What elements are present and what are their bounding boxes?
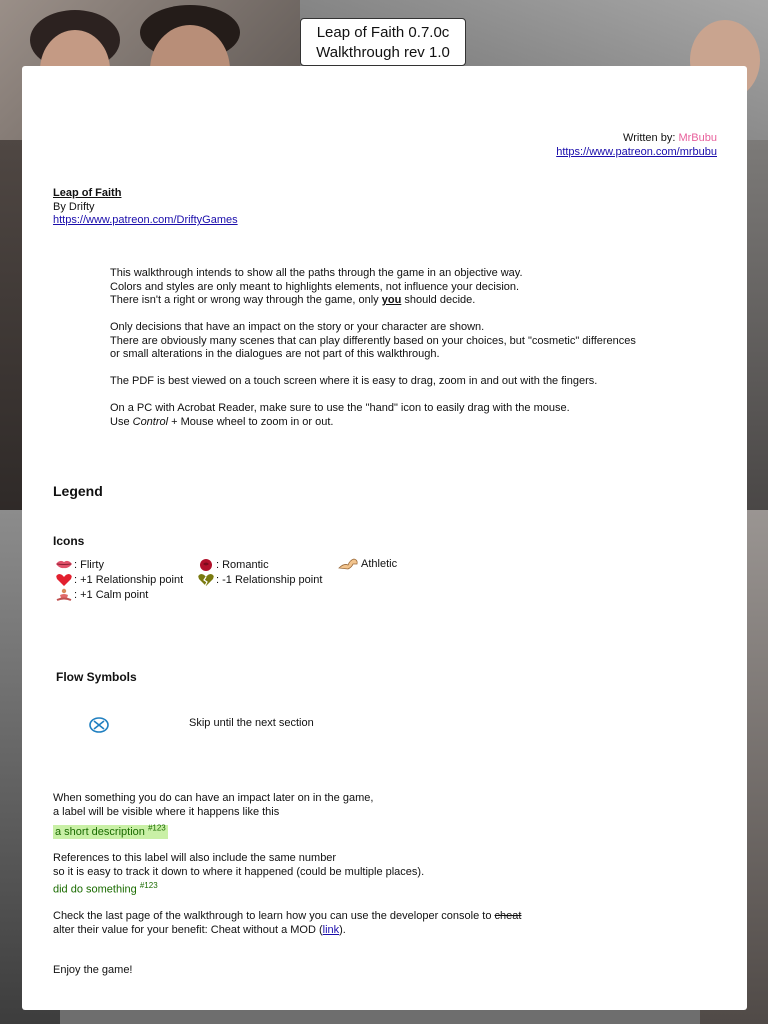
written-by-label: Written by: [623,132,679,144]
label-text: Check the last page of the walkthrough to learn how you can use the developer console to [53,910,495,923]
label-text: References to this label will also include the same number [53,852,337,865]
intro-line: Only decisions that have an impact on the story or your character are shown. [110,321,485,333]
reference-label: did do something $^{\#123}$ [53,881,158,896]
title-line-2: Walkthrough rev 1.0 [316,44,450,61]
document-page [22,66,747,1010]
closing-text: Enjoy the game! [53,964,133,977]
label-text: alter their value for your benefit: Cheat without a MOD ( [53,923,323,936]
flow-symbols-heading: Flow Symbols [56,670,137,684]
intro-line: There isn't a right or wrong way through the game, only [110,294,382,306]
label-text: so it is easy to track it down to where it happened (could be multiple places). [53,865,425,878]
game-title: Leap of Faith [53,187,122,199]
intro-line: This walkthrough intends to show all the paths through the game in an objective way. [110,267,523,279]
author-name: MrBubu [678,132,717,144]
intro-line: Colors and styles are only meant to highlights elements, not influence your decision. [110,280,520,293]
credits [556,132,717,159]
legend-item-rel-minus: : -1 Relationship point [197,573,322,587]
label-text: a label will be visible where it happens like this [53,805,280,818]
intro-line: On a PC with Acrobat Reader, make sure to use the "hand" icon to easily drag with the mouse. [110,402,570,414]
game-author: By Drifty [53,200,95,213]
skip-icon [89,717,109,738]
intro-control-key: Control [132,415,169,428]
lips-icon [55,558,73,572]
intro-line: or small alterations in the dialogues are not part of this walkthrough. [110,348,440,360]
intro-line: There are obviously many scenes that can play differently based on your choices, but "cosmetic" differences [110,334,636,347]
example-label: a short description $^{\#123}$ [55,823,166,838]
intro-text [110,267,710,443]
title-line-1: Leap of Faith 0.7.0c [316,24,450,41]
example-label-number: #123 [147,823,166,832]
label-text: When something you do can have an impact later on in the game, [53,792,374,804]
legend-item-athletic: Athletic [338,557,397,571]
game-link[interactable]: https://www.patreon.com/DriftyGames [53,214,238,226]
document-title [300,18,466,66]
rose-icon [197,558,215,572]
legend-item-flirty: : Flirty [55,558,104,572]
legend-item-romantic: : Romantic [197,558,269,572]
heart-icon [55,573,73,587]
label-explanation: When something you do can have an impact later on in the game, a label will be visible where it happens like this a short description $^{\#123}$ References to this label will also include the same number so it is easy to track it down to where it happened (could be multiple places). did do something $^{\#123}$ Check the last page of the walkthrough to learn how you can use the developer console to cheat alter their value for your benefit: Cheat without a MOD (link). Enjoy the game! [53,792,713,978]
author-link[interactable]: https://www.patreon.com/mrbubu [556,145,717,158]
meditation-icon [55,588,73,602]
icons-heading: Icons [53,534,85,548]
intro-line: The PDF is best viewed on a touch screen where it is easy to drag, zoom in and out with the fingers. [110,375,598,387]
game-info [53,187,238,228]
intro-line: should decide. [401,294,476,306]
legend-item-calm: : +1 Calm point [55,588,148,602]
intro-line: + Mouse wheel to zoom in or out. [168,415,334,428]
reference-label-number: #123 [139,881,158,891]
intro-emphasis-you: you [381,294,402,306]
skip-description: Skip until the next section [189,717,314,729]
legend-item-rel-plus: : +1 Relationship point [55,573,183,587]
legend-heading: Legend [53,483,103,499]
cheat-link[interactable]: link [322,923,340,936]
intro-line: Use [110,415,133,428]
flexed-arm-icon [338,557,360,571]
broken-heart-icon [197,573,215,587]
struck-word-cheat: cheat [494,910,522,923]
